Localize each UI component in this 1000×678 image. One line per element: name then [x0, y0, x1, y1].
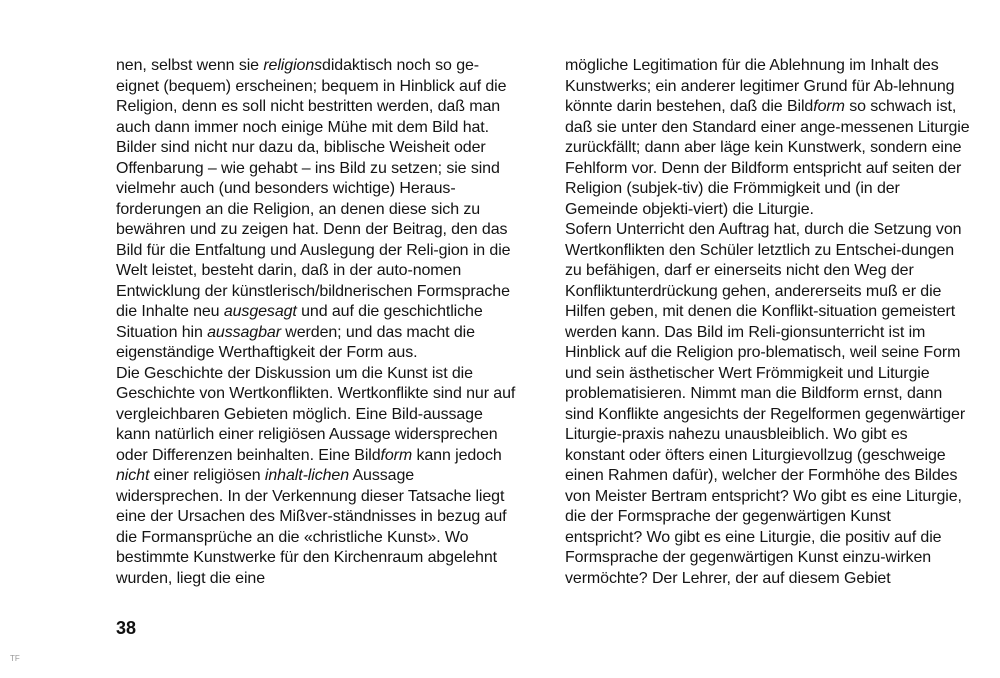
- page-number: 38: [116, 618, 137, 638]
- text-run: so schwach ist, daß sie unter den Standard einer ange-messenen Liturgie zurückfällt; dann aber läge kein Kunstwerk, sondern eine Fehlform vor. Denn der Bildform entspricht auf seiten der Religion (subjek-tiv) die Frömmigkeit und (in der Gemeinde objekti-viert) die Liturgie.: [565, 98, 970, 218]
- text-run: didaktisch noch so ge-eignet (bequem) erscheinen; bequem in Hinblick auf die Religion, denn es soll nicht bestritten werden, daß man auch dann immer noch einige Mühe mit dem Bild hat.: [116, 57, 507, 136]
- left-text-column: [116, 56, 521, 589]
- text-run: kann jedoch: [412, 446, 502, 464]
- text-run: und auf die geschichtliche Situation hin: [116, 303, 483, 341]
- text-run: Bilder sind nicht nur dazu da, biblische Weisheit oder Offenbarung – wie gehabt – ins Bild zu setzen; sie sind vielmehr auch (und besonders wichtige) Heraus-forderungen an die Religion, an denen diese sich zu bewähren und zu zeigen hat. Denn der Beitrag, den das Bild für die Entfaltung und Auslegung der Reli-gion in die Welt leistet, besteht darin, daß in der auto-nomen Entwicklung der künstlerisch/bildnerischen Formsprache die Inhalte neu: [116, 139, 511, 320]
- emphasis: inhalt-lichen: [264, 467, 350, 484]
- text-run: mögliche Legitimation für die Ablehnung im Inhalt des Kunstwerks; ein anderer legitimer Grund für Ab-lehnung könnte darin bestehen, daß die Bild: [565, 57, 955, 115]
- left-paragraph-2: [116, 138, 521, 364]
- left-paragraph-3: [116, 364, 521, 590]
- emphasis: form: [380, 446, 413, 464]
- text-run: werden; und das macht die eigenständige Werthaftigkeit der Form aus.: [116, 323, 475, 361]
- emphasis: ausgesagt: [223, 303, 297, 320]
- right-text-column: [565, 56, 970, 589]
- emphasis: nicht: [116, 467, 150, 484]
- text-run: Aussage widersprechen. In der Verkennung dieser Tatsache liegt eine der Ursachen des Mißver-ständnisses in bezug auf die Formansprüche an die «christliche Kunst». Wo bestimmte Kunstwerke für den Kirchenraum abgelehnt wurden, liegt die eine: [116, 467, 507, 587]
- left-paragraph-1: [116, 56, 521, 138]
- text-run: nen, selbst wenn sie: [116, 57, 264, 74]
- right-paragraph-2: Sofern Unterricht den Auftrag hat, durch die Setzung von Wertkonflikten den Schüler letztlich zu Entschei-dungen zu befähigen, darf er einerseits nicht den Weg der Konfliktunterdrückung gehen, andererseits muß er die Hilfen geben, mit denen die Konflikt-situation gemeistert werden kann. Das Bild im Reli-gionsunterricht ist im Hinblick auf die Religion pro-blematisch, weil seine Form und sein ästhetischer Wert Frömmigkeit und Liturgie problematisieren. Nimmt man die Bildform ernst, dann sind Konflikte angesichts der Regelformen gegenwärtiger Liturgie-praxis nahezu unausbleiblich. Wo gibt es konstant oder öfters einen Liturgievollzug (geschweige einen Rahmen dafür), welcher der Formhöhe des Bildes von Meister Bertram entspricht? Wo gibt es eine Liturgie, die der Formsprache der gegenwärtigen Kunst entspricht? Wo gibt es eine Liturgie, die positiv auf die Formsprache der gegenwärtigen Kunst einzu-wirken vermöchte? Der Lehrer, der auf diesem Gebiet: [565, 221, 966, 587]
- emphasis: religions: [263, 57, 323, 74]
- emphasis: aussagbar: [207, 323, 281, 341]
- corner-mark: TF: [10, 654, 20, 663]
- emphasis: form: [813, 98, 845, 115]
- text-run: Die Geschichte der Diskussion um die Kunst ist die Geschichte von Wertkonflikten. Wertkonflikte sind nur auf vergleichbaren Gebieten möglich. Eine Bild-aussage kann natürlich einer religiösen Aussage widersprechen oder Differenzen beinhalten. Eine Bild: [116, 364, 516, 464]
- right-paragraph-1: [565, 56, 970, 220]
- text-run: einer religiösen: [149, 467, 265, 484]
